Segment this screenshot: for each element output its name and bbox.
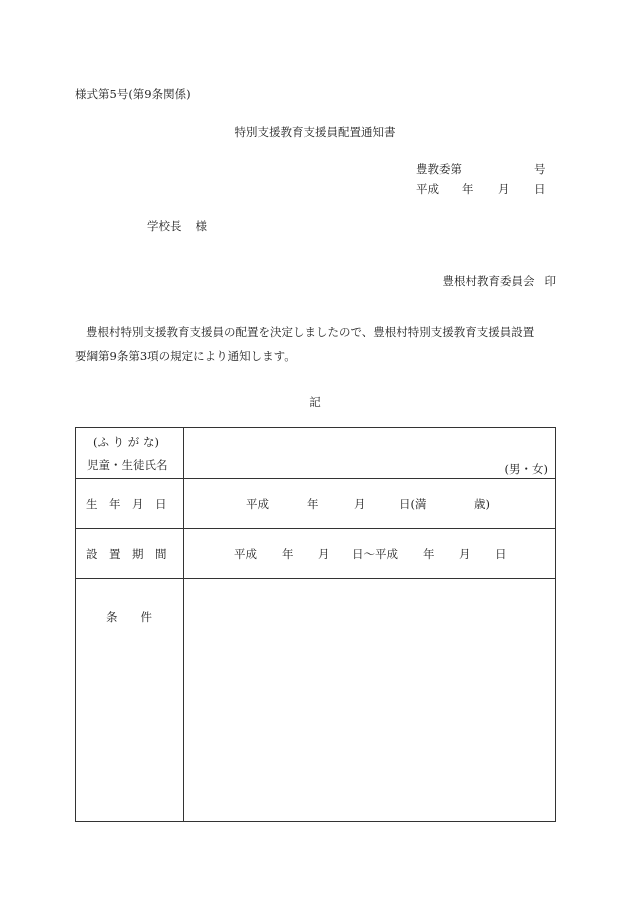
condition-label: 条 件 [106, 610, 152, 624]
birth-month: 月 [354, 497, 366, 511]
document-title: 特別支援教育支援員配置通知書 [234, 125, 396, 139]
table-row-birth [76, 479, 556, 529]
period-cell[interactable] [184, 529, 556, 579]
body-line-2: 要綱第9条第3項の規定により通知します。 [75, 349, 296, 363]
period-start-era: 平成 [234, 547, 257, 561]
table-row-period [76, 529, 556, 579]
birth-era: 平成 [246, 497, 269, 511]
period-label-cell [76, 529, 184, 579]
sender-name: 豊根村教育委員会 [442, 274, 535, 288]
name-label-cell [76, 428, 184, 479]
birth-date-cell[interactable] [184, 479, 556, 529]
recipient-name: 学校長 [147, 219, 182, 233]
condition-label-cell [76, 579, 184, 822]
recipient-honorific: 様 [195, 219, 207, 233]
date-day: 日 [534, 182, 546, 196]
age: 歳) [474, 497, 490, 511]
detail-table [75, 427, 556, 822]
seal-mark: 印 [544, 274, 556, 288]
body-paragraph [75, 320, 560, 368]
date-month: 月 [498, 182, 510, 196]
birth-label: 生 年 月 日 [86, 497, 167, 511]
date-era: 平成 [416, 182, 439, 196]
ki-heading: 記 [309, 395, 321, 409]
date-year: 年 [462, 182, 474, 196]
table-row-condition [76, 579, 556, 822]
sender [443, 273, 557, 289]
furigana-label: (ふ り が な) [93, 435, 159, 449]
reference-suffix: 号 [534, 162, 546, 176]
period-start-month: 月 [318, 547, 330, 561]
student-name-cell[interactable] [184, 428, 556, 479]
recipient [147, 218, 207, 234]
gender-choice[interactable]: (男・女) [504, 462, 548, 476]
body-line-1: 豊根村特別支援教育支援員の配置を決定しましたので、豊根村特別支援教育支援員設置 [86, 325, 535, 339]
reference-prefix: 豊教委第 [416, 162, 462, 176]
period-start-day-to: 日〜平成 [352, 547, 398, 561]
period-label: 設 置 期 間 [86, 547, 167, 561]
table-row-name [76, 428, 556, 479]
condition-cell[interactable] [184, 579, 556, 822]
period-start-year: 年 [282, 547, 294, 561]
form-number-label: 様式第5号(第9条関係) [75, 87, 191, 101]
birth-label-cell [76, 479, 184, 529]
birth-day: 日(満 [399, 497, 427, 511]
period-end-month: 月 [459, 547, 471, 561]
student-name-label: 児童・生徒氏名 [87, 458, 168, 472]
period-end-year: 年 [423, 547, 435, 561]
period-end-day: 日 [495, 547, 507, 561]
birth-year: 年 [307, 497, 319, 511]
